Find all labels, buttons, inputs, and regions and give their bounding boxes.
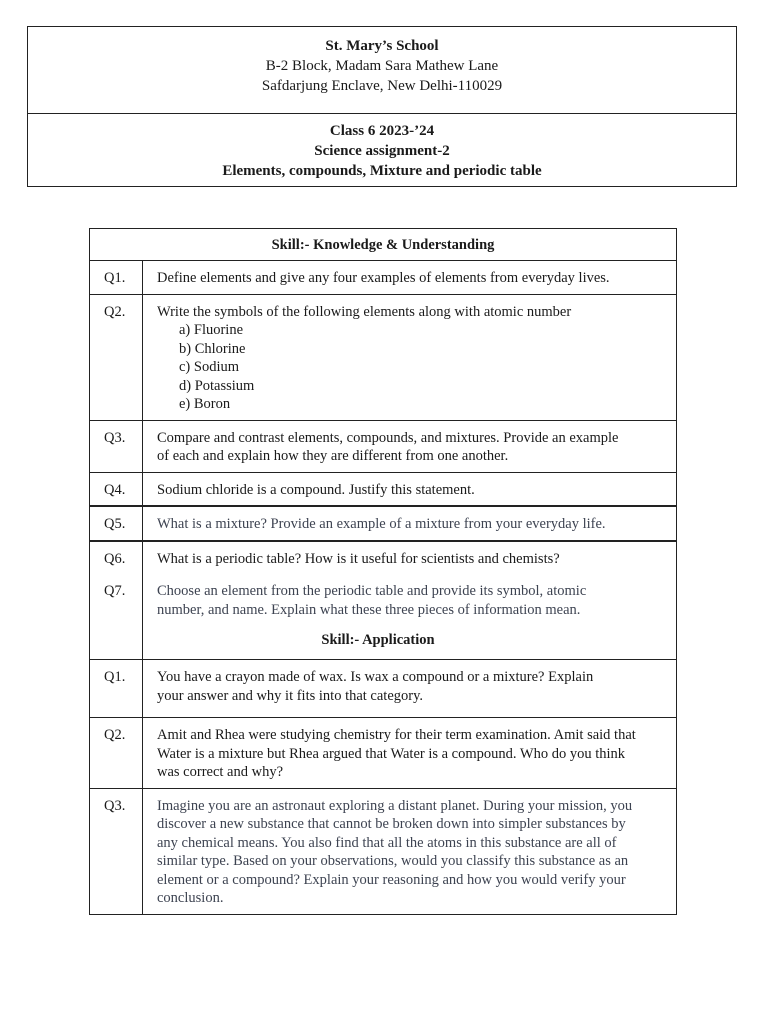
question-text bbox=[143, 420, 677, 472]
question-text: What is a periodic table? How is it useful for scientists and chemists? bbox=[157, 550, 560, 567]
section-heading-knowledge: Skill:- Knowledge & Understanding bbox=[90, 229, 677, 261]
table-row bbox=[90, 541, 677, 660]
table-row bbox=[90, 261, 677, 295]
question-line: Amit and Rhea were studying chemistry for their term examination. Amit said that bbox=[157, 727, 636, 743]
question-line: your answer and why it fits into that category. bbox=[157, 687, 424, 704]
question-number: Q6. bbox=[104, 550, 126, 567]
question-line: conclusion. bbox=[157, 890, 224, 906]
table-row bbox=[90, 660, 677, 718]
table-row bbox=[90, 294, 677, 420]
question-text: What is a mixture? Provide an example of a mixture from your everyday life. bbox=[143, 506, 677, 541]
question-line: was correct and why? bbox=[157, 764, 284, 780]
question-number: Q2. bbox=[90, 294, 143, 420]
question-line: any chemical means. You also find that all the atoms in this substance are all of bbox=[157, 834, 617, 851]
question-line: Water is a mixture but Rhea argued that Water is a compound. Who do you think bbox=[157, 745, 626, 762]
question-line: You have a crayon made of wax. Is wax a compound or a mixture? Explain bbox=[157, 669, 594, 685]
question-number: Q3. bbox=[90, 788, 143, 914]
question-line: of each and explain how they are different from one another. bbox=[157, 448, 509, 464]
address-line-2: Safdarjung Enclave, New Delhi-110029 bbox=[261, 78, 503, 94]
question-number: Q4. bbox=[90, 472, 143, 506]
question-line: number, and name. Explain what these three pieces of information mean. bbox=[157, 601, 581, 618]
list-item: a) Fluorine bbox=[179, 322, 244, 338]
list-item: c) Sodium bbox=[179, 359, 240, 375]
topic-title: Elements, compounds, Mixture and periodic table bbox=[222, 163, 542, 179]
school-header bbox=[27, 26, 737, 187]
questions-table bbox=[89, 228, 677, 915]
table-row bbox=[90, 472, 677, 506]
assignment-title: Science assignment-2 bbox=[314, 143, 450, 159]
question-text bbox=[143, 718, 677, 789]
school-name: St. Mary’s School bbox=[325, 38, 439, 54]
section-heading-application: Skill:- Application bbox=[321, 632, 435, 648]
question-line: element or a compound? Explain your reasoning and how you would verify your bbox=[157, 871, 626, 888]
question-line: similar type. Based on your observations, would you classify this substance as an bbox=[157, 853, 629, 869]
list-item: e) Boron bbox=[179, 396, 231, 412]
question-line: Imagine you are an astronaut exploring a distant planet. During your mission, you bbox=[157, 797, 633, 814]
address-line-1: B-2 Block, Madam Sara Mathew Lane bbox=[265, 58, 499, 74]
question-line: Compare and contrast elements, compounds, and mixtures. Provide an example bbox=[157, 429, 619, 446]
question-text bbox=[143, 660, 677, 718]
list-item: d) Potassium bbox=[179, 377, 255, 394]
question-number: Q1. bbox=[90, 261, 143, 295]
school-info bbox=[28, 27, 736, 114]
question-number: Q5. bbox=[90, 506, 143, 541]
question-prompt: Write the symbols of the following elements along with atomic number bbox=[157, 303, 572, 320]
question-number: Q3. bbox=[90, 420, 143, 472]
question-number: Q7. bbox=[104, 583, 126, 599]
list-item: b) Chlorine bbox=[179, 340, 246, 357]
table-row bbox=[90, 718, 677, 789]
table-row bbox=[90, 506, 677, 541]
question-text: Sodium chloride is a compound. Justify this statement. bbox=[143, 472, 677, 506]
table-row bbox=[90, 788, 677, 914]
question-number: Q1. bbox=[90, 660, 143, 718]
class-line: Class 6 2023-’24 bbox=[329, 123, 435, 139]
question-line: discover a new substance that cannot be broken down into simpler substances by bbox=[157, 816, 626, 832]
table-row bbox=[90, 420, 677, 472]
question-number: Q2. bbox=[90, 718, 143, 789]
question-text: Define elements and give any four examples of elements from everyday lives. bbox=[143, 261, 677, 295]
question-text-group bbox=[143, 541, 677, 660]
assignment-info bbox=[28, 113, 736, 186]
question-line: Choose an element from the periodic table and provide its symbol, atomic bbox=[157, 583, 587, 599]
question-text bbox=[143, 788, 677, 914]
question-text bbox=[143, 294, 677, 420]
